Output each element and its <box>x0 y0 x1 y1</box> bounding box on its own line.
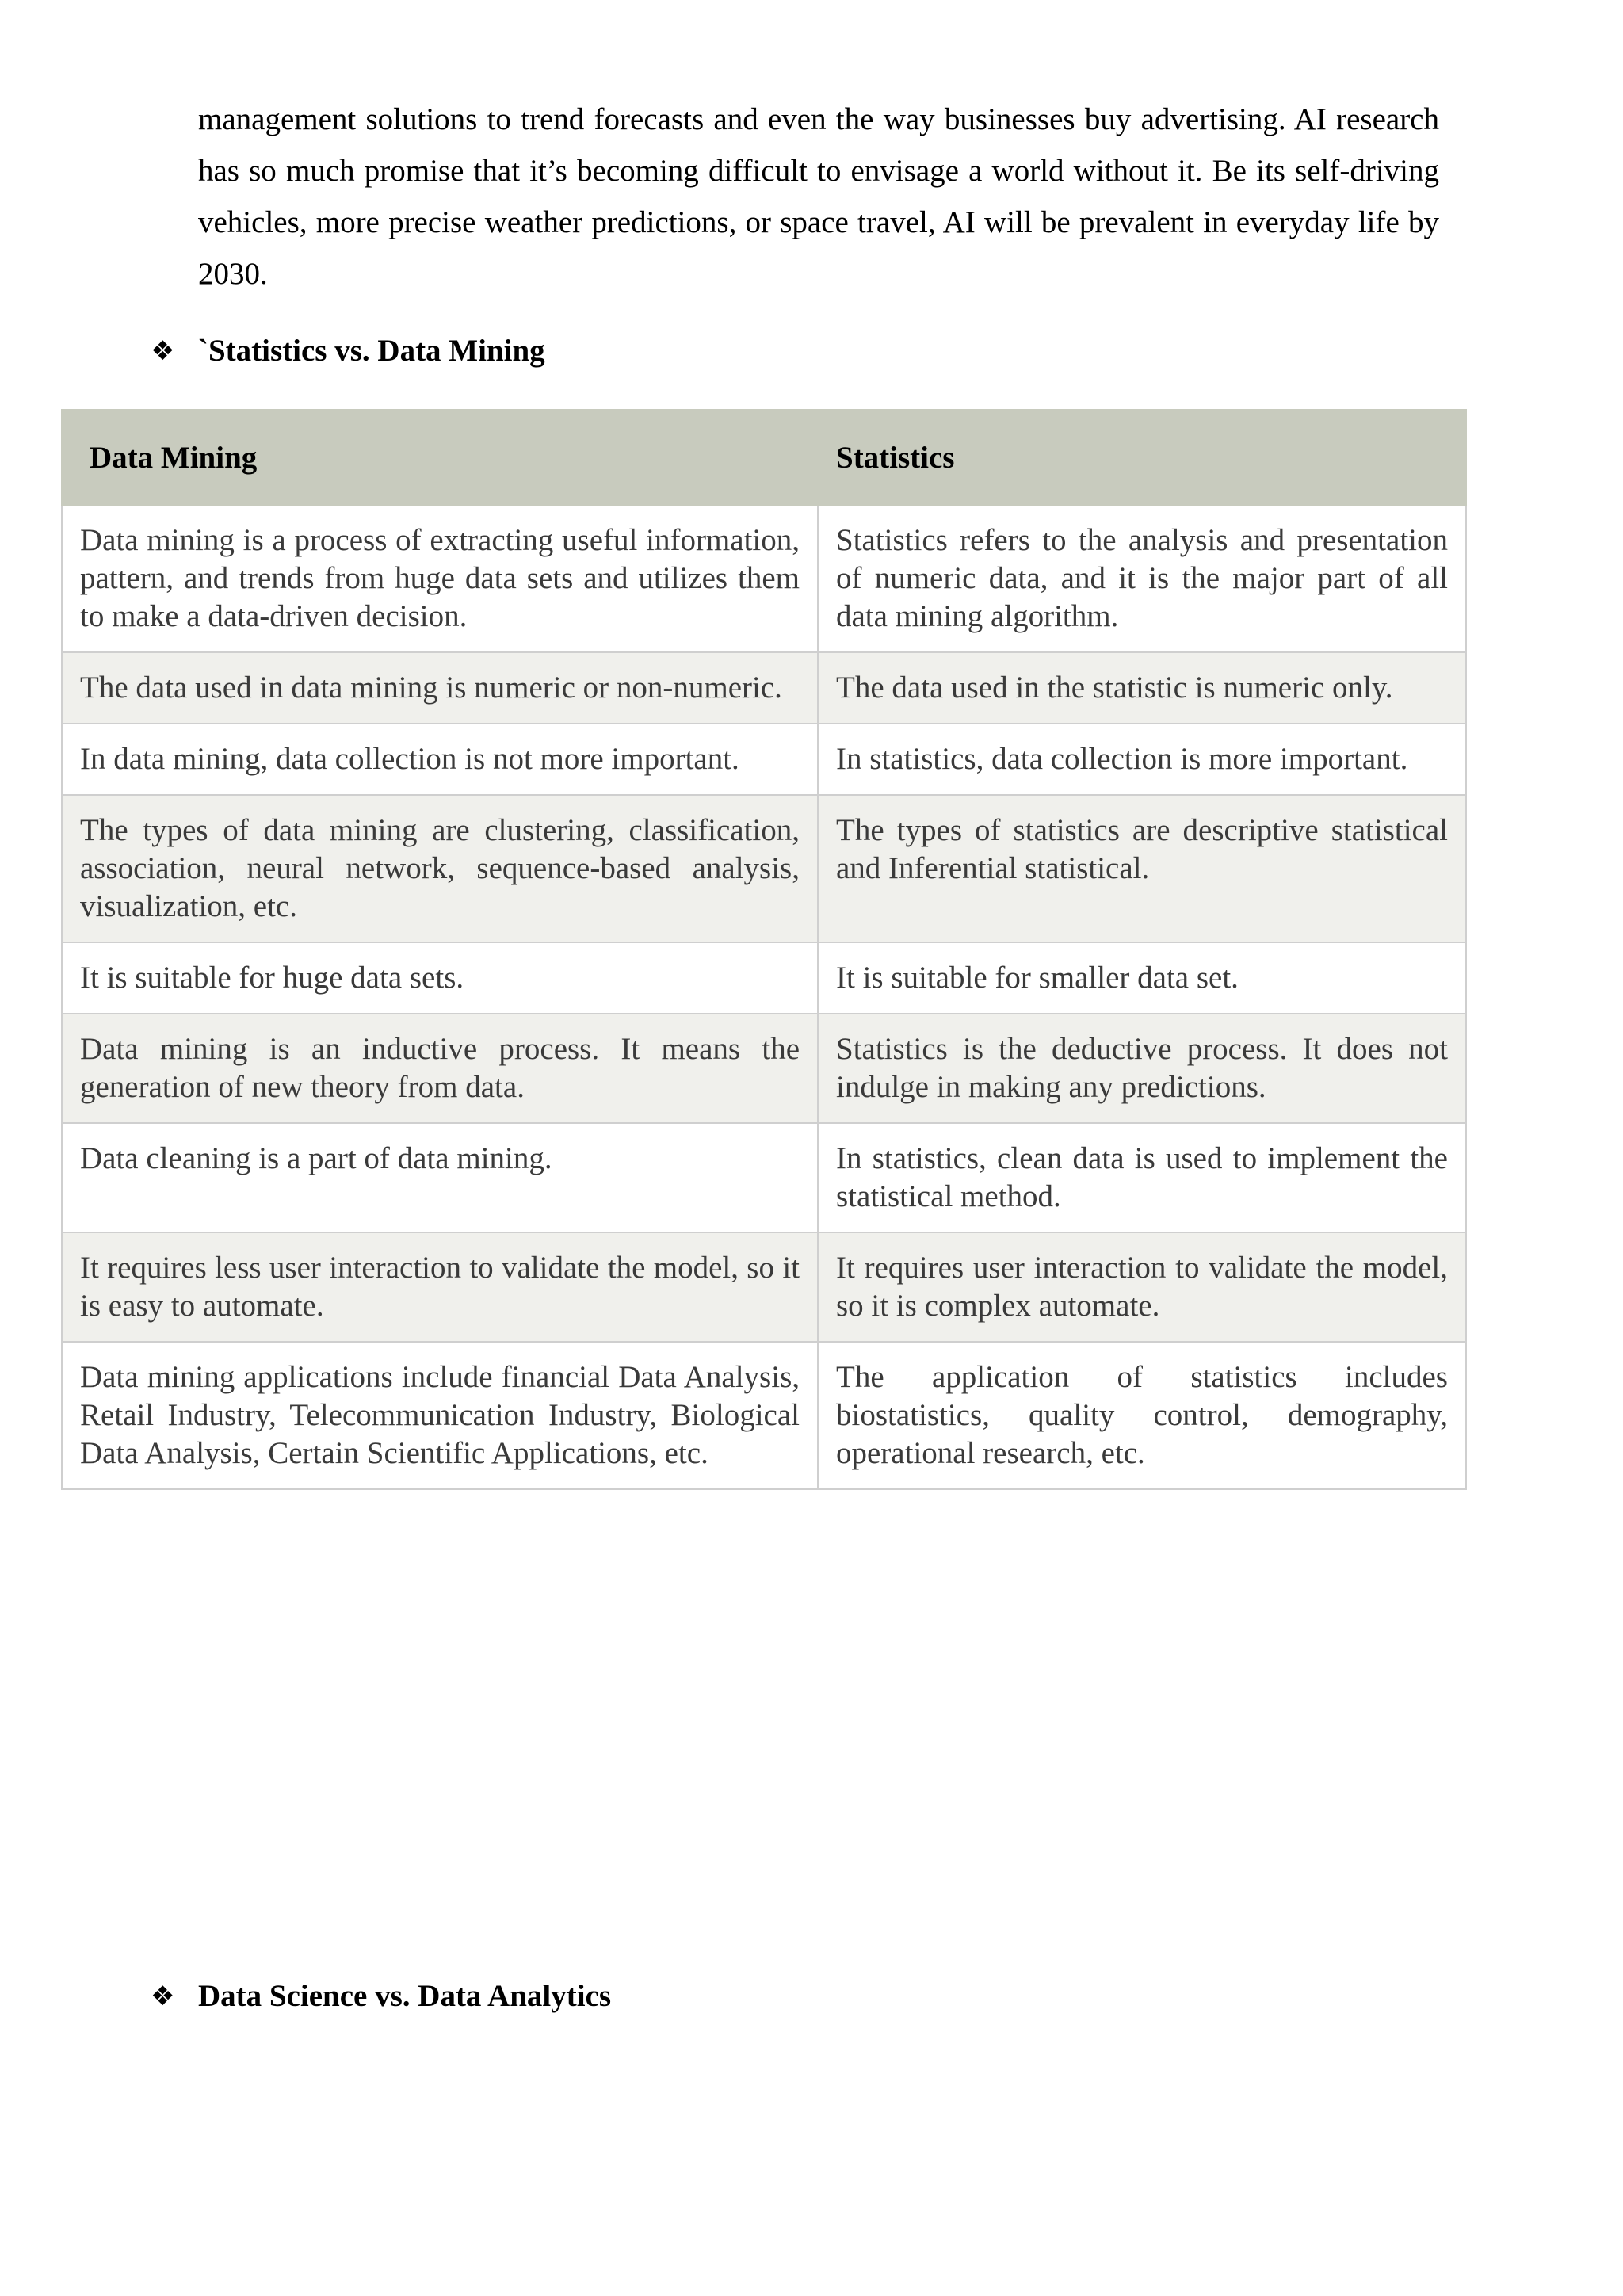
comparison-table <box>61 409 1467 1490</box>
data-mining-cell: It is suitable for huge data sets. <box>62 942 818 1014</box>
diamond-bullet-icon: ❖ <box>151 1981 175 2012</box>
statistics-cell: In statistics, data collection is more important. <box>818 724 1466 795</box>
data-mining-cell: Data cleaning is a part of data mining. <box>62 1123 818 1232</box>
statistics-cell: Statistics refers to the analysis and presentation of numeric data, and it is the major part of all data mining algorithm. <box>818 505 1466 652</box>
data-mining-cell: It requires less user interaction to validate the model, so it is easy to automate. <box>62 1232 818 1342</box>
data-mining-cell: Data mining is a process of extracting useful information, pattern, and trends from huge data sets and utilizes them to make a data-driven decision. <box>62 505 818 652</box>
statistics-cell: It requires user interaction to validate the model, so it is complex automate. <box>818 1232 1466 1342</box>
data-mining-cell: The data used in data mining is numeric or non-numeric. <box>62 652 818 724</box>
section-title: Data Science vs. Data Analytics <box>198 1979 612 2013</box>
table-row <box>62 1232 1466 1342</box>
table-row <box>62 1123 1466 1232</box>
intro-paragraph: management solutions to trend forecasts and even the way businesses buy advertising. AI research has so much promise that it’s becoming difficult to envisage a world without it. Be its self-driving vehicles, more precise weather predictions, or space travel, AI will be prevalent in everyday life by 2030. <box>198 102 1439 291</box>
table-row <box>62 652 1466 724</box>
table-row <box>62 724 1466 795</box>
table-header-row <box>62 410 1466 505</box>
data-mining-cell: Data mining is an inductive process. It means the generation of new theory from data. <box>62 1014 818 1123</box>
table-row <box>62 1342 1466 1489</box>
statistics-cell: The data used in the statistic is numeric only. <box>818 652 1466 724</box>
section-heading-statistics-vs-data-mining <box>151 331 545 371</box>
diamond-bullet-icon: ❖ <box>151 335 175 367</box>
table-row <box>62 1014 1466 1123</box>
section-title: `Statistics vs. Data Mining <box>198 334 545 368</box>
column-header-data-mining: Data Mining <box>62 410 818 505</box>
table-row <box>62 795 1466 942</box>
section-heading-data-science-vs-data-analytics <box>151 1977 611 2016</box>
data-mining-cell: Data mining applications include financial Data Analysis, Retail Industry, Telecommunication Industry, Biological Data Analysis, Certain Scientific Applications, etc. <box>62 1342 818 1489</box>
statistics-cell: The application of statistics includes biostatistics, quality control, demography, operational research, etc. <box>818 1342 1466 1489</box>
data-mining-cell: In data mining, data collection is not more important. <box>62 724 818 795</box>
data-mining-cell: The types of data mining are clustering, classification, association, neural network, sequence-based analysis, visualization, etc. <box>62 795 818 942</box>
statistics-cell: In statistics, clean data is used to implement the statistical method. <box>818 1123 1466 1232</box>
statistics-cell: The types of statistics are descriptive statistical and Inferential statistical. <box>818 795 1466 942</box>
table-row <box>62 942 1466 1014</box>
column-header-statistics: Statistics <box>818 410 1466 505</box>
statistics-cell: It is suitable for smaller data set. <box>818 942 1466 1014</box>
statistics-cell: Statistics is the deductive process. It does not indulge in making any predictions. <box>818 1014 1466 1123</box>
table-row <box>62 505 1466 652</box>
